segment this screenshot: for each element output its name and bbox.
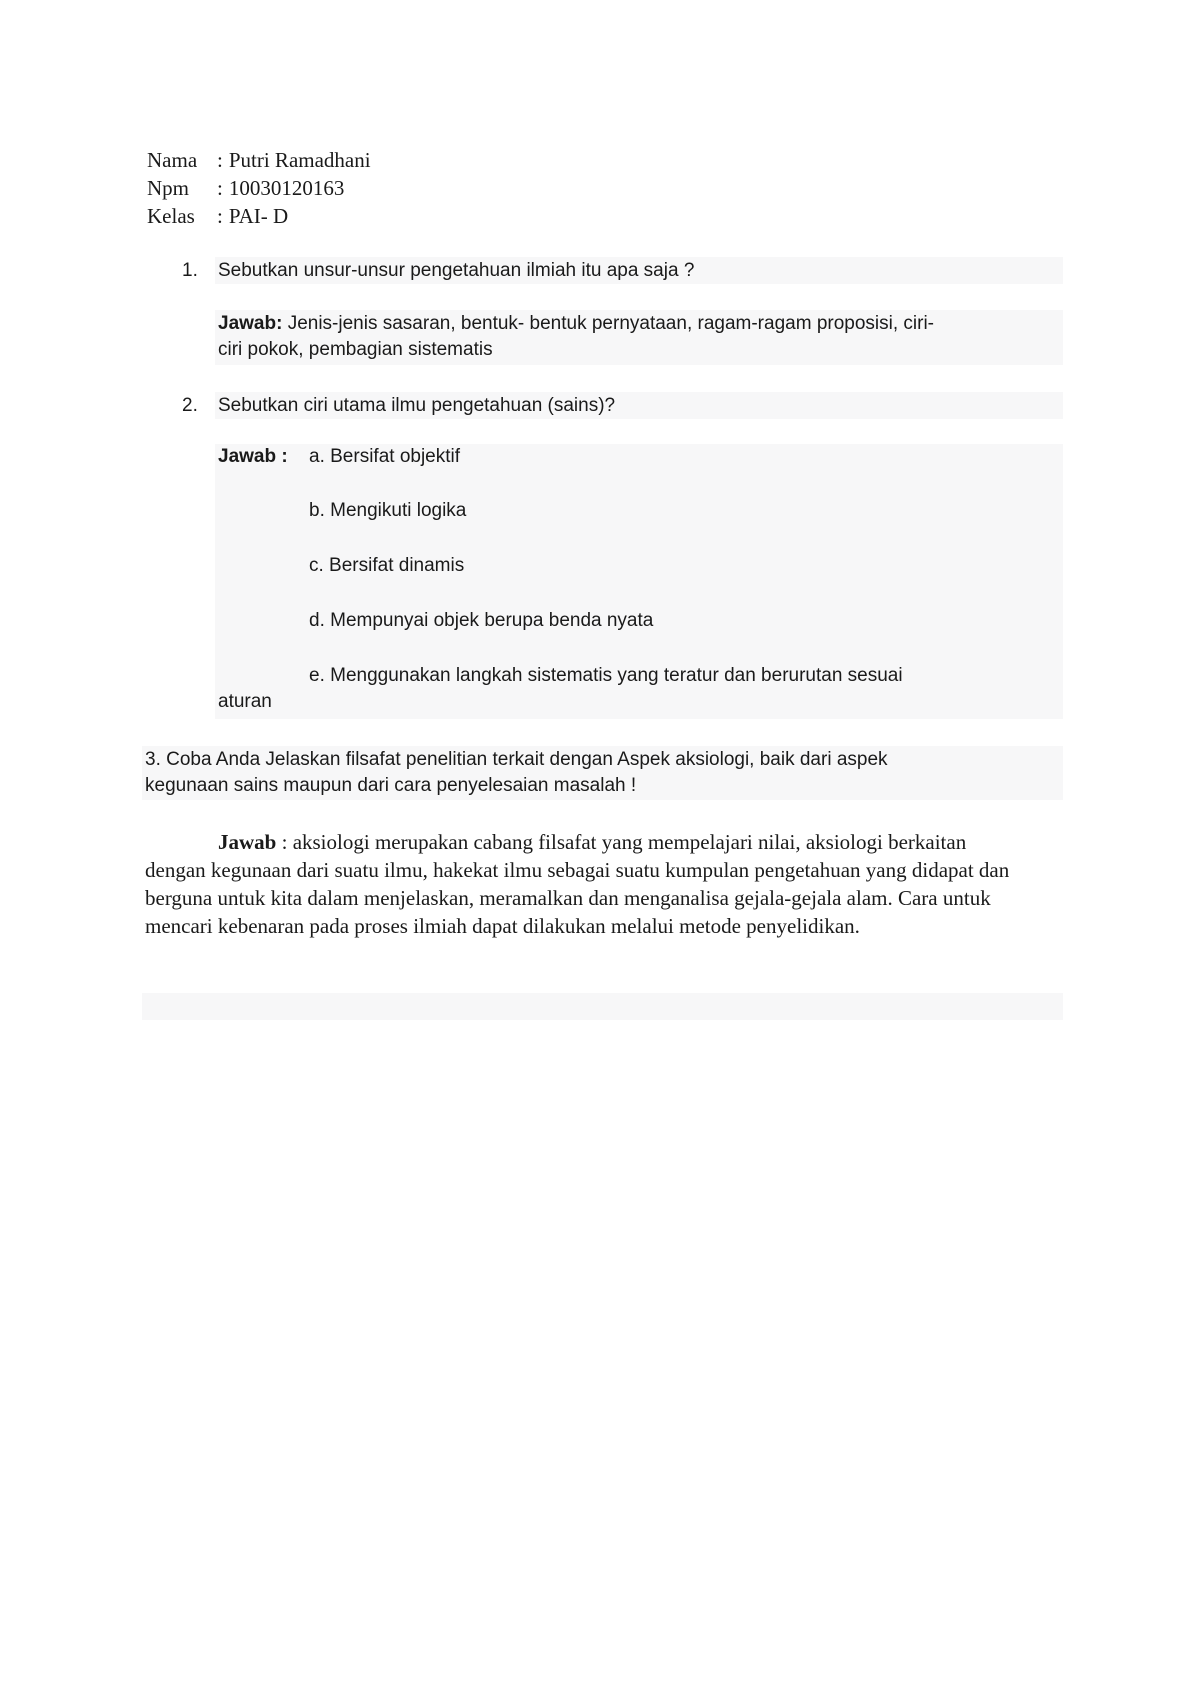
info-row-npm — [147, 174, 371, 202]
q3-question-line2: kegunaan sains maupun dari cara penyelesaian masalah ! — [145, 775, 637, 796]
info-label: Npm — [147, 176, 189, 200]
q2-answer-item-continuation: aturan — [218, 691, 272, 712]
q1-answer-line2: ciri pokok, pembagian sistematis — [218, 339, 493, 360]
q3-answer-text: : aksiologi merupakan cabang filsafat yang mempelajari nilai, aksiologi berkaitan dengan kegunaan dari suatu ilmu, hakekat ilmu sebagai suatu kumpulan pengetahuan yang didapat dan berguna untuk kita dalam menjelaskan, meramalkan dan menganalisa gejala-gejala alam. Cara untuk mencari kebenaran pada proses ilmiah dapat dilakukan melalui metode penyelidikan. — [145, 830, 1010, 938]
q2-answer-label: Jawab : — [218, 446, 288, 467]
q2-question-text: Sebutkan ciri utama ilmu pengetahuan (sains)? — [218, 395, 616, 416]
info-value: Putri Ramadhani — [228, 148, 371, 172]
q3-question-line1: 3. Coba Anda Jelaskan filsafat penelitian terkait dengan Aspek aksiologi, baik dari aspek — [145, 749, 888, 770]
q2-answer-item: c. Bersifat dinamis — [309, 555, 465, 576]
info-separator: : — [217, 204, 223, 228]
q3-answer-label: Jawab — [218, 830, 277, 854]
info-value: PAI- D — [228, 204, 289, 228]
q2-answer-item: a. Bersifat objektif — [309, 446, 461, 467]
info-separator: : — [217, 176, 223, 200]
q1-answer-label: Jawab: — [218, 313, 283, 334]
info-row-name — [147, 146, 371, 174]
q3-question — [145, 747, 1063, 799]
q2-number: 2. — [182, 395, 198, 416]
q2-answer-item: e. Menggunakan langkah sistematis yang teratur dan berurutan sesuai — [309, 665, 903, 686]
q1-answer-text-1: Jenis-jenis sasaran, bentuk- bentuk pernyataan, ragam-ragam proposisi, ciri- — [282, 313, 935, 334]
q1-answer-line1 — [218, 311, 1063, 337]
q2-answer-item: d. Mempunyai objek berupa benda nyata — [309, 610, 654, 631]
q2-answer-item: b. Mengikuti logika — [309, 500, 467, 521]
q2-answer — [218, 444, 1058, 714]
student-info — [147, 146, 371, 230]
q1-number: 1. — [182, 260, 198, 281]
info-label: Nama — [147, 148, 198, 172]
q1-answer — [218, 311, 1063, 363]
q1-question-text: Sebutkan unsur-unsur pengetahuan ilmiah itu apa saja ? — [218, 260, 695, 281]
info-value: 10030120163 — [228, 176, 345, 200]
bottom-shade — [142, 993, 1063, 1020]
info-separator: : — [217, 148, 223, 172]
info-label: Kelas — [147, 204, 195, 228]
q3-answer — [145, 828, 1025, 940]
info-row-class — [147, 202, 371, 230]
